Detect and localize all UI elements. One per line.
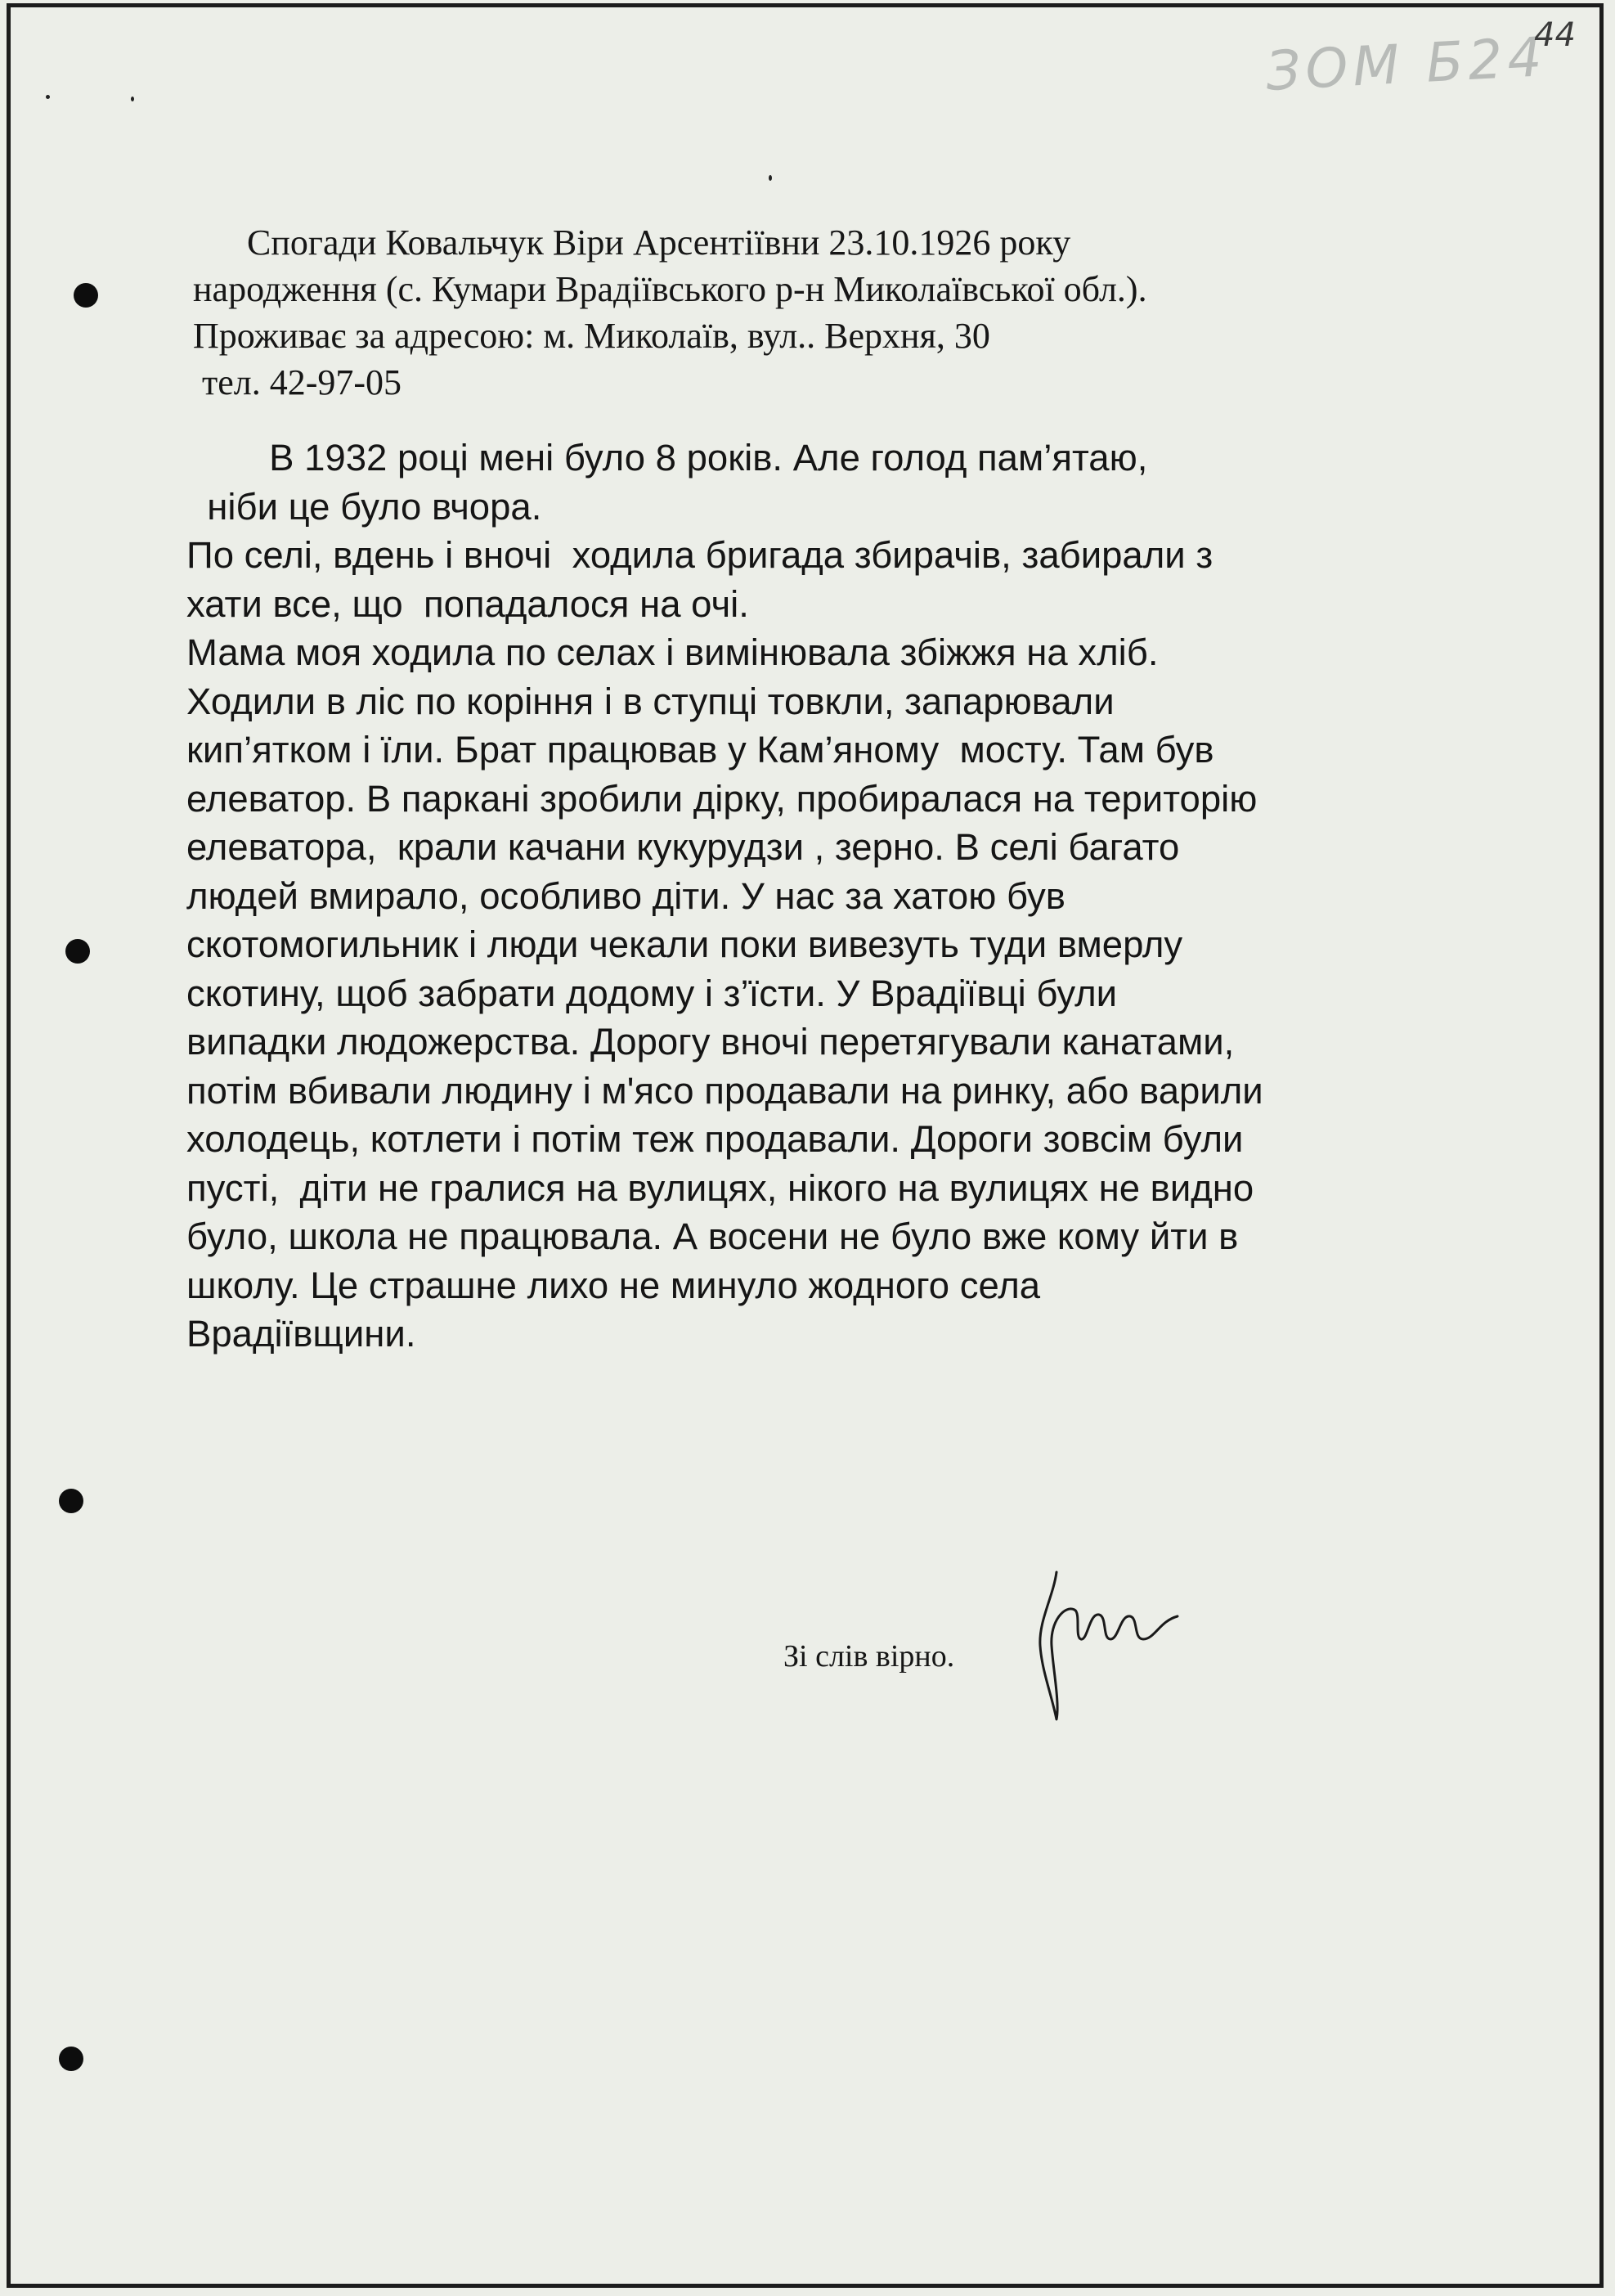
text-line: хати все, що попадалося на очі. [186,582,749,625]
text-line: В 1932 році мені було 8 років. Але голод пам’ятаю, [186,437,1148,479]
text-line: потім вбивали людину і м'ясо продавали на ринку, або варили [186,1069,1263,1112]
text-line: елеватор. В паркані зробили дірку, пробиралася на територію [186,777,1258,820]
page-number: 44 [1534,16,1576,54]
text-line: випадки людожерства. Дорогу вночі перетягували канатами, [186,1021,1235,1063]
header-block [193,219,1469,406]
archive-pencil-mark: ЗОМ Б24 [1264,25,1549,103]
header-line: Спогади Ковальчук Віри Арсентіївни 23.10.1926 року [193,222,1071,263]
text-line: скотомогильник і люди чекали поки вивезуть туди вмерлу [186,923,1183,965]
text-line: ніби це було вчора. [186,485,542,528]
text-line: Ходили в ліс по коріння і в ступці товкли, запарювали [186,680,1115,722]
header-line: тел. 42-97-05 [193,362,402,402]
text-line: було, школа не працювала. А восени не було вже кому йти в [186,1215,1239,1257]
text-line: Врадіївщини. [186,1313,416,1355]
handwritten-signature [1032,1564,1212,1728]
verification-note: Зі слів вірно. [783,1639,955,1674]
text-line: холодець, котлети і потім теж продавали. Дороги зовсім були [186,1118,1244,1160]
header-line: Проживає за адресою: м. Миколаїв, вул.. Верхня, 30 [193,316,990,356]
header-line: народження (с. Кумари Врадіївського р-н Миколаївської обл.). [193,269,1147,309]
punch-hole [59,1489,83,1513]
testimony-text [186,434,1495,1359]
punch-hole [65,939,90,964]
text-line: людей вмирало, особливо діти. У нас за хатою був [186,874,1065,917]
text-line: школу. Це страшне лихо не минуло жодного села [186,1264,1041,1306]
punch-hole [59,2047,83,2071]
text-line: Мама моя ходила по селах і вимінювала збіжжя на хліб. [186,631,1159,673]
scan-speck [46,95,50,99]
text-line: кип’ятком і їли. Брат працював у Кам’яному мосту. Там був [186,729,1214,771]
text-line: По селі, вдень і вночі ходила бригада збирачів, забирали з [186,534,1213,576]
scan-speck [769,175,772,181]
text-line: елеватора, крали качани кукурудзи , зерно. В селі багато [186,826,1180,868]
scan-speck [131,97,134,101]
text-line: пусті, діти не гралися на вулицях, нікого на вулицях не видно [186,1166,1254,1209]
punch-hole [74,283,98,308]
text-line: скотину, щоб забрати додому і з’їсти. У Врадіївці були [186,972,1118,1014]
